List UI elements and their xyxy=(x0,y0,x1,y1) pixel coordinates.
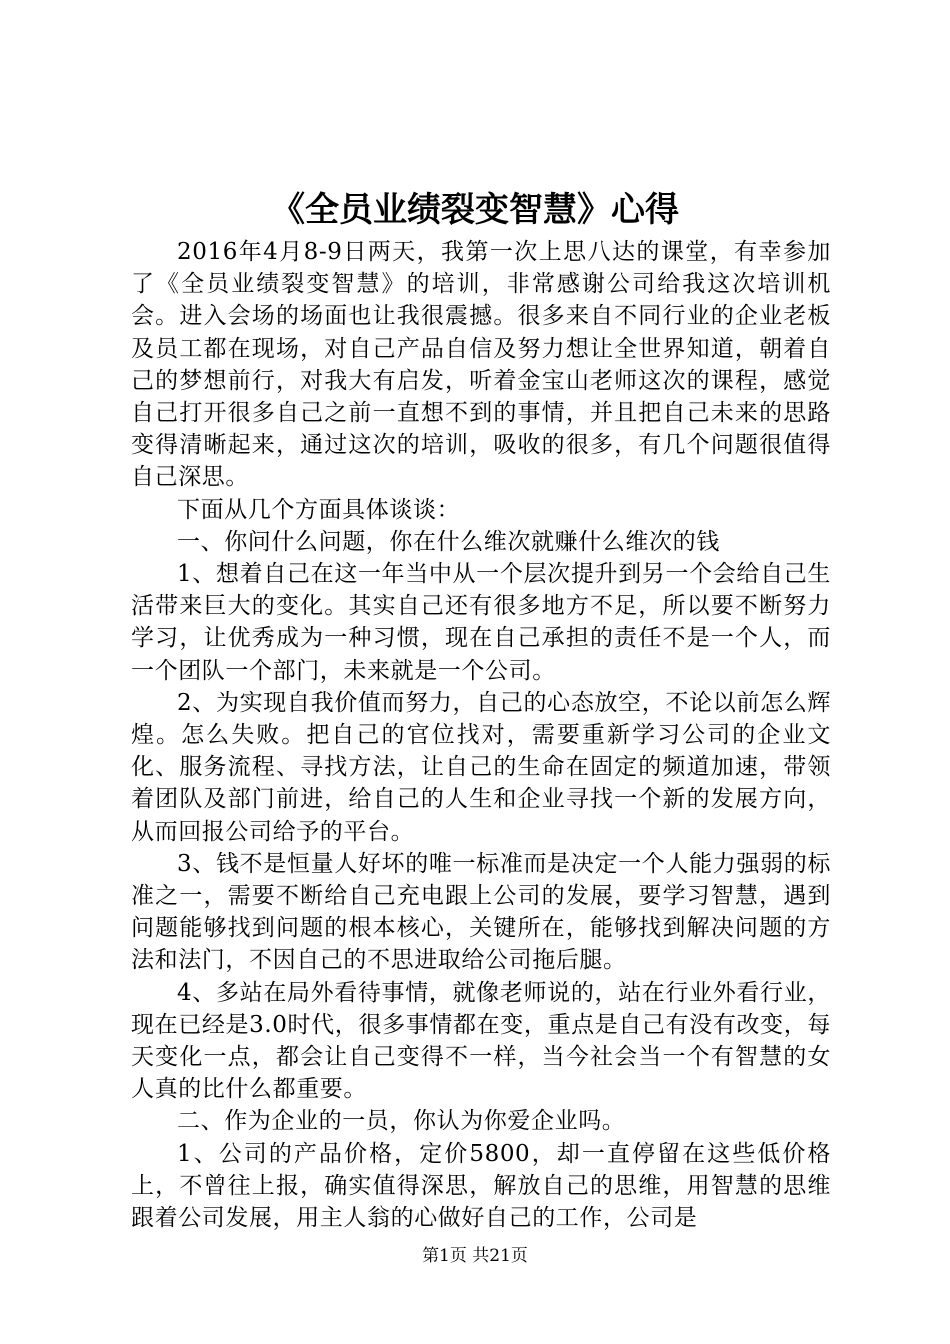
paragraph-point-1-3: 3、钱不是恒量人好坏的唯一标准而是决定一个人能力强弱的标准之一，需要不断给自己充电跟上公司的发展，要学习智慧，遇到问题能够找到问题的根本核心，关键所在，能够找到解决问题的方法和法门，不因自己的不思进取给公司拖后腿。 xyxy=(131,850,831,974)
paragraph-overview: 下面从几个方面具体谈谈： xyxy=(177,496,461,523)
paragraph-point-1-1: 1、想着自己在这一年当中从一个层次提升到另一个会给自己生活带来巨大的变化。其实自己还有很多地方不足，所以要不断努力学习，让优秀成为一种习惯，现在自己承担的责任不是一个人，而一个团队一个部门，未来就是一个公司。 xyxy=(131,561,831,684)
page-number-footer: 第1页 共21页 xyxy=(422,1246,528,1266)
document-body xyxy=(131,236,831,1234)
section-heading-2: 二、作为企业的一员，你认为你爱企业吗。 xyxy=(177,1108,626,1135)
paragraph-intro: 2016年4月8-9日两天，我第一次上思八达的课堂，有幸参加了《全员业绩裂变智慧》的培训，非常感谢公司给我这次培训机会。进入会场的场面也让我很震撼。很多来自不同行业的企业老板及员工都在现场，对自己产品自信及努力想让全世界知道，朝着自己的梦想前行，对我大有启发，听着金宝山老师这次的课程，感觉自己打开很多自己之前一直想不到的事情，并且把自己未来的思路变得清晰起来，通过这次的培训，吸收的很多，有几个问题很值得自己深思。 xyxy=(131,239,831,491)
section-heading-1: 一、你问什么问题，你在什么维次就赚什么维次的钱 xyxy=(177,528,720,555)
paragraph-point-2-1: 1、公司的产品价格，定价5800，却一直停留在这些低价格上，不曾往上报，确实值得深思，解放自己的思维，用智慧的思维跟着公司发展，用主人翁的心做好自己的工作，公司是 xyxy=(131,1140,831,1232)
paragraph-point-1-2: 2、为实现自我价值而努力，自己的心态放空，不论以前怎么辉煌。怎么失败。把自己的官位找对，需要重新学习公司的企业文化、服务流程、寻找方法，让自己的生命在固定的频道加速，带领着团队及部门前进，给自己的人生和企业寻找一个新的发展方向，从而回报公司给予的平台。 xyxy=(131,689,831,845)
paragraph-point-1-4: 4、多站在局外看待事情，就像老师说的，站在行业外看行业，现在已经是3.0时代，很多事情都在变，重点是自己有没有改变，每天变化一点，都会让自己变得不一样，当今社会当一个有智慧的女人真的比什么都重要。 xyxy=(131,979,831,1103)
document-title: 《全员业绩裂变智慧》心得 xyxy=(271,190,679,230)
